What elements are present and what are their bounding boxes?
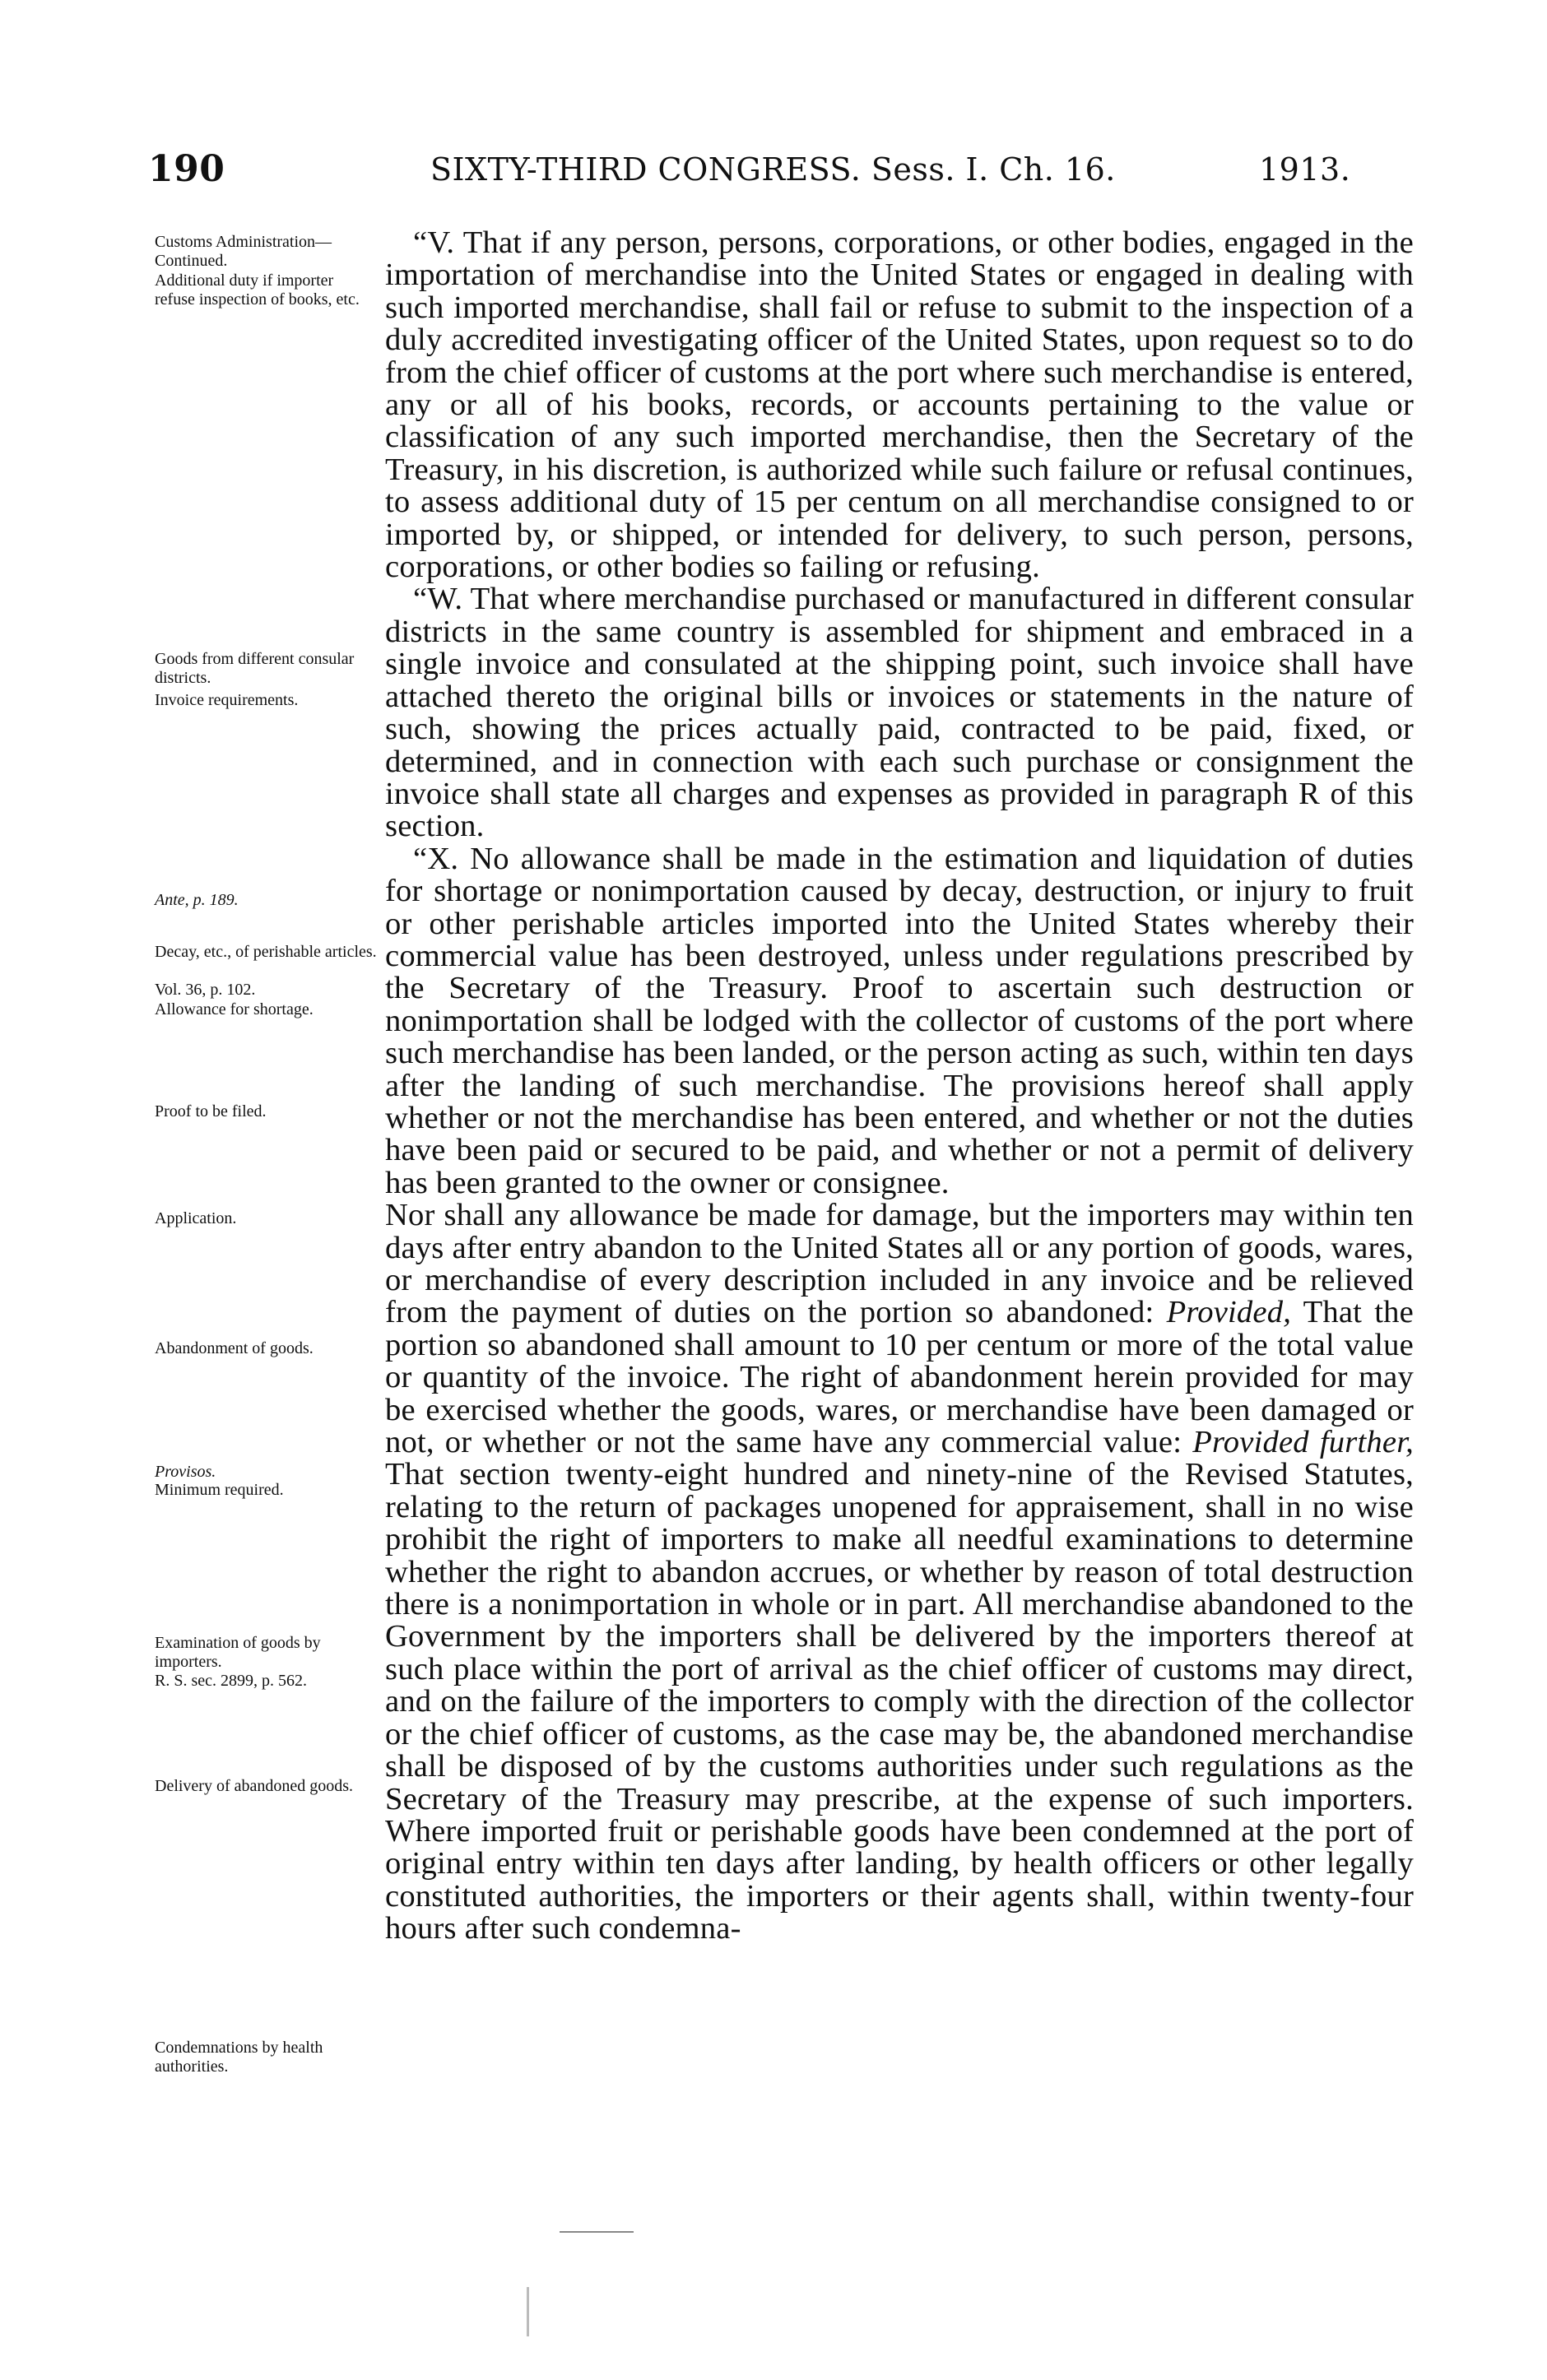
margin-note-proof: Proof to be filed. — [155, 1102, 267, 1120]
margin-note-rs-2899: R. S. sec. 2899, p. 562. — [155, 1672, 307, 1690]
margin-note-ante: Ante, p. 189. — [155, 891, 239, 909]
margin-note-abandonment: Abandonment of goods. — [155, 1339, 314, 1357]
margin-note-application: Application. — [155, 1209, 237, 1227]
abandonment-text-1: Nor shall any allowance be made for damage, but the importers may within ten days after entry abandon to the United States all or any portion of goods, wares, or merchandise of every description included in any invoice and be relieved from the payment of duties on the portion so abandoned: — [385, 1198, 1414, 1330]
proviso-1: Provided, — [1166, 1295, 1292, 1330]
margin-note-customs: Customs Administration—Continued. — [155, 233, 332, 270]
proviso-2: Provided further, — [1192, 1425, 1414, 1460]
abandonment-text-2: That the portion so abandoned shall amount to 10 per centum or more of the total value or quantity of the invoice. The right of abandonment herein provided for may be exercised whether the goods, wares, or merchandise have been damaged or not, or whether or not the same have any commercial value: — [385, 1295, 1414, 1460]
margin-note-minimum: Minimum required. — [155, 1481, 284, 1499]
running-header — [148, 148, 1424, 197]
margin-note-invoice-requirements: Invoice requirements. — [155, 691, 299, 709]
statute-text — [385, 227, 1414, 1946]
margin-note-decay: Decay, etc., of perishable articles. — [155, 943, 377, 961]
section-w: “W. That where merchandise purchased or manufactured in different consular districts in the same country is assembled for shipment and embraced in a single invoice and consulated at the shipping point, such invoice shall have attached thereto the original bills or invoices or statements in the nature of such, showing the prices actually paid, contracted to be paid, fixed, or determined, and in connection with each such purchase or consignment the invoice shall state all charges and expenses as provided in paragraph R of this section. — [385, 582, 1414, 844]
margin-note-vol-36: Vol. 36, p. 102. — [155, 981, 256, 999]
section-v: “V. That if any person, persons, corporations, or other bodies, engaged in the importation of merchandise into the United States or engaged in dealing with such imported merchandise, shall fail or refuse to submit to the inspection of a duly accredited investigating officer of the United States, upon request so to do from the chief officer of customs at the port where such merchandise is entered, any or all of his books, records, or accounts pertaining to the value or classification of any such imported merchandise, then the Secretary of the Treasury, in his discretion, is authorized while such failure or refusal continues, to assess additional duty of 15 per centum on all merchandise consigned to or imported by, or shipped, or intended for delivery, to such person, persons, corporations, or other bodies so failing or refusing. — [385, 225, 1414, 585]
scan-mark — [560, 2231, 634, 2233]
abandonment-paragraph — [385, 1199, 1414, 1945]
section-x: “X. No allowance shall be made in the estimation and liquidation of duties for shortage or nonimportation caused by decay, destruction, or injury to fruit or other perishable articles imported into the United States whereby their commercial value has been destroyed, unless under regulations prescribed by the Secretary of the Treasury. Proof to ascertain such destruction or nonimportation shall be lodged with the collector of customs of the port where such merchandise has been landed, or the person acting as such, within ten days after the landing of such merchandise. The provisions hereof shall apply whether or not the merchandise has been entered, and whether or not the duties have been paid or secured to be paid, and whether or not a permit of delivery has been granted to the owner or consignee. — [385, 841, 1414, 1200]
margin-note-examination: Examination of goods by importers. — [155, 1634, 321, 1671]
abandonment-text-3: That section twenty-eight hundred and ninety-nine of the Revised Statutes, relating to the return of packages unopened for appraisement, shall in no wise prohibit the right of importers to make all needful examinations to determine whether the right to abandon accrues, or whether by reason of total destruction there is a nonimportation in whole or in part. All merchandise abandoned to the Government by the importers shall be delivered by the importers thereof at such place within the port of arrival as the chief officer of customs may direct, and on the failure of the importers to comply with the direction of the collector or the chief officer of customs, as the case may be, the abandoned merchandise shall be disposed of by the customs authorities under such regulations as the Secretary of the Treasury may prescribe, at the expense of such importers. Where imported fruit or perishable goods have been condemned at the port of original entry within ten days after landing, by health officers or other legally constituted authorities, the importers or their agents shall, within twenty-four hours after such condemna- — [385, 1457, 1414, 1946]
margin-note-provisos: Provisos. — [155, 1463, 216, 1481]
margin-note-condemnations: Condemnations by health authorities. — [155, 2039, 323, 2076]
header-year: 1913. — [1259, 151, 1351, 188]
margin-note-shortage: Allowance for shortage. — [155, 1000, 314, 1018]
page-number: 190 — [148, 148, 225, 190]
margin-note-goods-districts: Goods from different consular districts. — [155, 650, 355, 687]
scan-mark — [527, 2287, 529, 2336]
margin-note-delivery: Delivery of abandoned goods. — [155, 1777, 354, 1795]
running-title: SIXTY-THIRD CONGRESS. Sess. I. Ch. 16. — [430, 151, 1116, 188]
margin-note-additional-duty: Additional duty if importer refuse inspection of books, etc. — [155, 271, 360, 309]
